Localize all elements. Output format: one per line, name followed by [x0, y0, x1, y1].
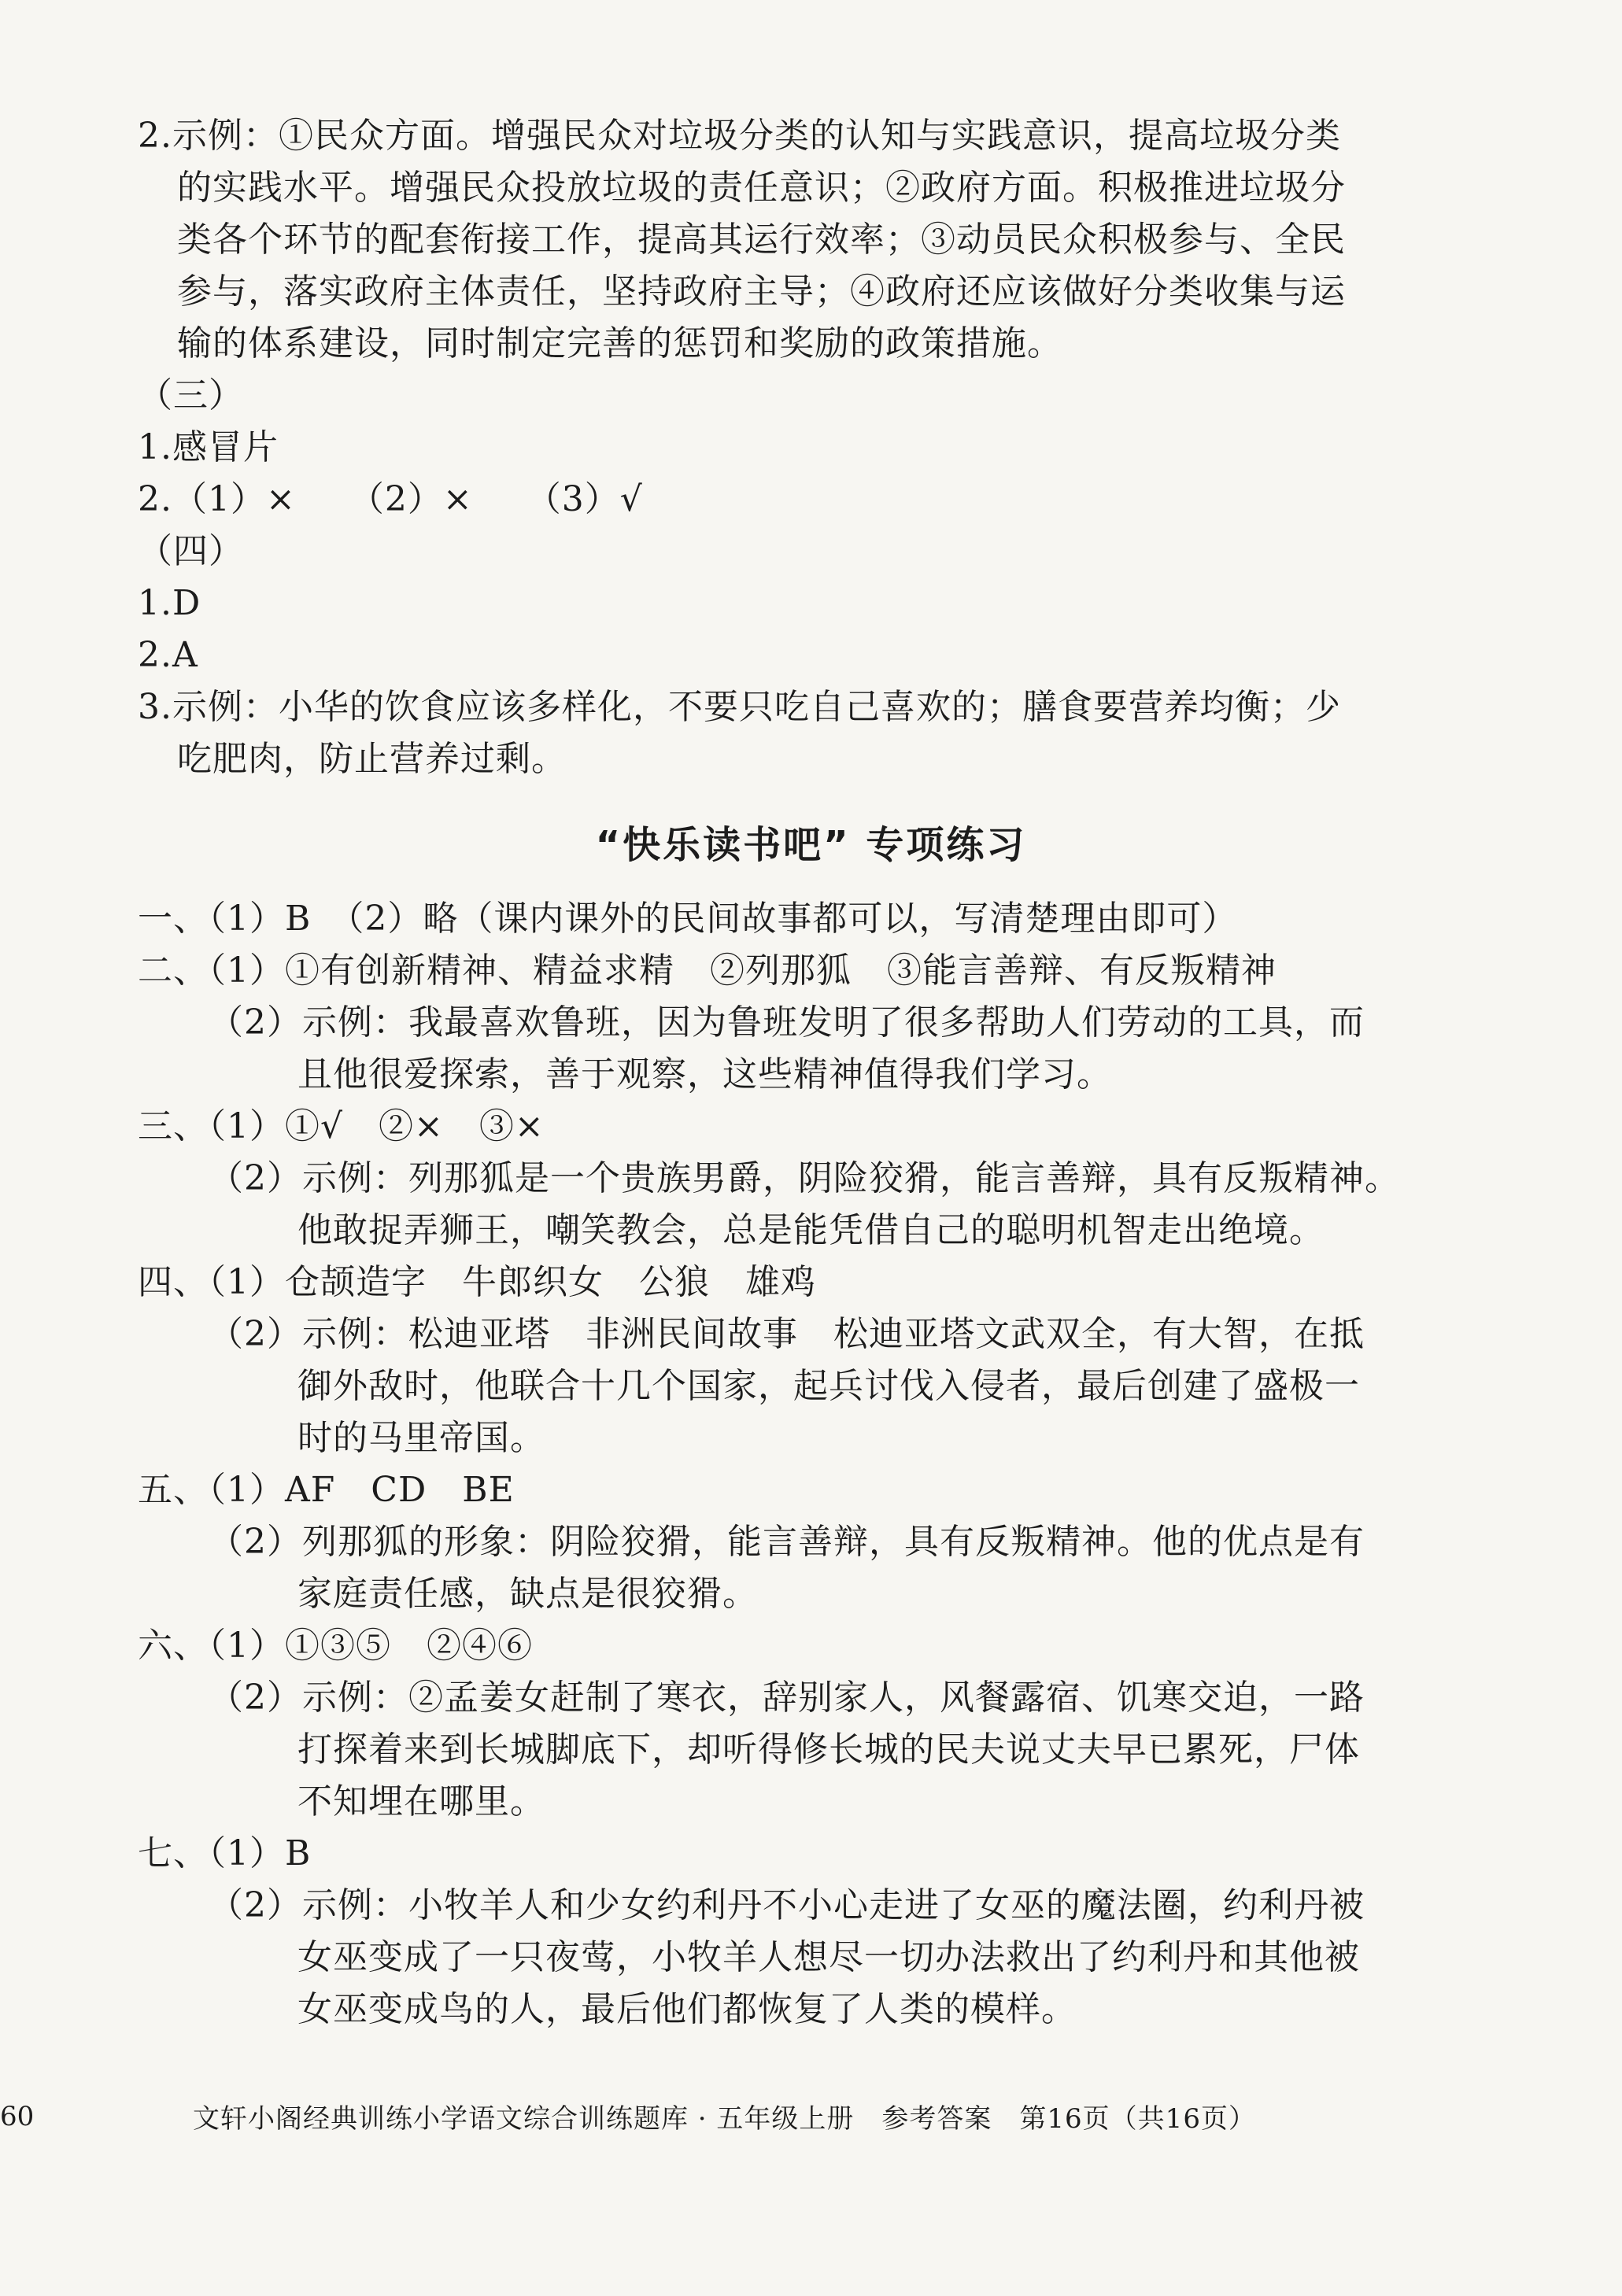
section-title: “快乐读书吧” 专项练习	[595, 823, 1027, 867]
text-line: 的实践水平。增强民众投放垃圾的责任意识；②政府方面。积极推进垃圾分	[177, 168, 1346, 208]
text-line: 2.示例：①民众方面。增强民众对垃圾分类的认知与实践意识，提高垃圾分类	[138, 116, 1341, 156]
text-line: 他敢捉弄狮王，嘲笑教会，总是能凭借自己的聪明机智走出绝境。	[297, 1210, 1325, 1250]
section-heading: （四）	[138, 531, 244, 571]
text-line: 二、（1）①有创新精神、精益求精 ②列那狐 ③能言善辩、有反叛精神	[138, 951, 1277, 991]
text-line: 一、（1）B （2）略（课内课外的民间故事都可以，写清楚理由即可）	[138, 899, 1238, 939]
text-line: 女巫变成了一只夜莺，小牧羊人想尽一切办法救出了约利丹和其他被	[297, 1937, 1360, 1977]
text-line: 七、（1）B	[138, 1833, 312, 1873]
text-line: （2）示例：我最喜欢鲁班，因为鲁班发明了很多帮助人们劳动的工具，而	[209, 1002, 1365, 1043]
text-line: （2）示例：②孟姜女赶制了寒衣，辞别家人，风餐露宿、饥寒交迫，一路	[209, 1678, 1365, 1718]
text-line: （2）示例：列那狐是一个贵族男爵，阴险狡猾，能言善辩，具有反叛精神。	[209, 1158, 1400, 1198]
text-line: 3.示例：小华的饮食应该多样化，不要只吃自己喜欢的；膳食要营养均衡；少	[138, 687, 1341, 727]
text-line: 且他很爱探索，善于观察，这些精神值得我们学习。	[297, 1054, 1112, 1094]
text-line: 女巫变成鸟的人，最后他们都恢复了人类的模样。	[297, 1989, 1077, 2029]
text-line: 家庭责任感，缺点是很狡猾。	[297, 1574, 758, 1614]
text-line: 1.感冒片	[138, 427, 279, 467]
text-line: 四、（1）仓颉造字 牛郎织女 公狼 雄鸡	[138, 1262, 816, 1302]
text-line: 时的马里帝国。	[297, 1418, 545, 1458]
text-line: 三、（1）①√ ②× ③×	[138, 1106, 545, 1146]
text-line: 参与，落实政府主体责任，坚持政府主导；④政府还应该做好分类收集与运	[177, 271, 1346, 312]
page-footer: 文轩小阁经典训练小学语文综合训练题库 · 五年级上册 参考答案 第16页（共16页）	[193, 2103, 1256, 2135]
text-line: 1.D	[138, 583, 201, 623]
text-line: 2.（1）× （2）× （3）√	[138, 479, 643, 519]
text-line: （2）列那狐的形象：阴险狡猾，能言善辩，具有反叛精神。他的优点是有	[209, 1522, 1365, 1562]
text-line: 五、（1）AF CD BE	[138, 1470, 515, 1510]
text-line: （2）示例：松迪亚塔 非洲民间故事 松迪亚塔文武双全，有大智，在抵	[209, 1314, 1365, 1354]
text-line: 六、（1）①③⑤ ②④⑥	[138, 1626, 533, 1666]
text-line: （2）示例：小牧羊人和少女约利丹不小心走进了女巫的魔法圈，约利丹被	[209, 1885, 1365, 1925]
text-line: 打探着来到长城脚底下，却听得修长城的民夫说丈夫早已累死，尸体	[297, 1729, 1360, 1770]
text-line: 输的体系建设，同时制定完善的惩罚和奖励的政策措施。	[177, 323, 1062, 364]
text-line: 类各个环节的配套衔接工作，提高其运行效率；③动员民众积极参与、全民	[177, 220, 1346, 260]
text-line: 吃肥肉，防止营养过剩。	[177, 739, 567, 779]
text-line: 2.A	[138, 635, 198, 675]
text-line: 御外敌时，他联合十几个国家，起兵讨伐入侵者，最后创建了盛极一	[297, 1366, 1360, 1406]
section-heading: （三）	[138, 375, 244, 415]
page-number: 60	[0, 2101, 35, 2132]
text-line: 不知埋在哪里。	[297, 1781, 545, 1822]
